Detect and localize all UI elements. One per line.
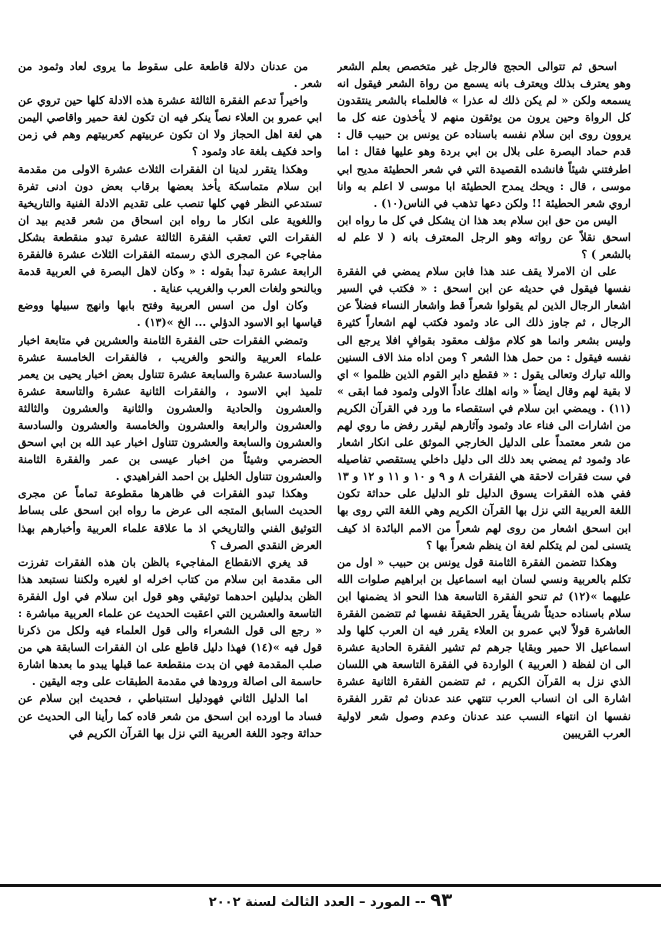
paragraph: واخيراً تدعم الفقرة الثالثة عشرة هذه الادلة كلها حين تروي عن ابي عمرو بن العلاء نصاً ينكر فيه ان تكون لغة حمير واقاصي اليمن هي لغة اهل الحجاز ولا ان تكون عربيتهم كعربيتهم وهم في زمن واحد فكيف بلغة عاد وثمود ؟ bbox=[18, 94, 322, 159]
paragraph: وهكذا تتضمن الفقرة الثامنة قول يونس بن حبيب « اول من تكلم بالعربية ونسي لسان ابيه اسماعيل بن ابراهيم صلوات الله عليهما »(١٢) ثم تنحو الفقرة التاسعة هذا النحو اذ يضمنها ابن سلام باسناده حديثاً شريفاً يقرر الحقيقة نفسها ثم تتضمن الفقرة العاشرة قولاً لابي عمرو بن العلاء يقرر فيه ان العرب كلها ولد اسماعيل الا حمير وبقايا جرهم ثم تشير الفقرة الحادية عشرة الى ان لفظة ( العربية ) الواردة في الفقرة التاسعة هي اللسان الذي نزل به القرآن الكريم ، ثم تتضمن الفقرة الثانية عشرة اشارة الى ان انساب العرب تنتهي عند عدنان ثم تقرر الفقرة نفسها ان انتهاء النسب عند عدنان وعدم وصول شعر لاولية العرب القريبين bbox=[337, 555, 631, 740]
paragraph: اليس من حق ابن سلام بعد هذا ان يشكل في كل ما رواه ابن اسحق نقلاً عن رواته وهو الرجل المعترف بانه ( لا علم له بالشعر ) ؟ bbox=[337, 213, 631, 262]
footer-dash: -- bbox=[414, 895, 426, 910]
journal-title: المورد – العدد الثالث لسنة ٢٠٠٢ bbox=[208, 895, 411, 910]
page-footer bbox=[0, 890, 661, 911]
paragraph: وهكذا يتقرر لدينا ان الفقرات الثلاث عشرة الاولى من مقدمة ابن سلام متماسكة يأخذ بعضها برقاب بعض دون ادنى تفرة تستدعي النظر فهي كلها تنصب على تقديم الادلة الفنية والتاريخية واللغوية على انكار ما رواه ابن اسحاق من شعر قديم بيد ان الفقرات التي تعقب الفقرة الثالثة عشرة تبدو منقطعة بشكل مفاجيء عن المجرى الذي رسمته الفقرات الثلاث عشرة فالفقرة الرابعة عشرة تبدأ بقوله : « وكان لاهل البصرة في العربية قدمة وبالنحو ولغات العرب والغريب عناية . bbox=[18, 162, 322, 296]
text-column-right bbox=[337, 58, 631, 858]
paragraph: وهكذا تبدو الفقرات في ظاهرها مقطوعة تماماً عن مجرى الحديث السابق المتجه الى عرض ما رواه ابن اسحق على بساط التوثيق الفني والتاريخي اذ ما علاقة علماء العربية وأخبارهم بهذا العرض النقدي الصرف ؟ bbox=[18, 487, 322, 552]
paragraph: وكان اول من اسس العربية وفتح بابها وانهج سبيلها ووضع قياسها ابو الاسود الدؤلي ... الخ »(١٣) . bbox=[18, 299, 322, 330]
paragraph: وتمضي الفقرات حتى الفقرة الثامنة والعشرين في متابعة اخبار علماء العربية والنحو والغريب ، فالفقرات الخامسة عشرة والسادسة عشرة والسابعة عشرة تتناول بعض اخبار يحيى بن يعمر تلميذ ابي الاسود ، والفقرات الثانية عشرة والتاسعة عشرة والعشرون والحادية والعشرون والثانية والعشرون والثالثة والعشرون والرابعة والعشرون والخامسة والعشرون والسادسة والعشرون والسابعة والعشرون تتناول اخبار عبد الله بن ابي اسحق الحضرمي وشيئاً من اخبار عيسى بن عمر والفقرة الثامنة والعشرون تتناول الخليل بن احمد الفراهيدي . bbox=[18, 333, 322, 484]
paragraph: من عدنان دلالة قاطعة على سقوط ما يروى لعاد وثمود من شعر . bbox=[18, 60, 322, 91]
paragraph: اما الدليل الثاني فهودليل استنباطي ، فحديث ابن سلام عن فساد ما اورده ابن اسحق من شعر قاده كما رأينا الى الحديث عن حداثة وجود اللغة العربية التي نزل بها القرآن الكريم في bbox=[18, 692, 322, 740]
text-column-left bbox=[18, 58, 322, 858]
paragraph: على ان الامرلا يقف عند هذا فابن سلام يمضي في الفقرة نفسها فيقول في حديثه عن ابن اسحق : « فكتب في السير اشعار الرجال الذين لم يقولوا شعراً قط واشعار النساء فضلاً عن الرجال ، ثم جاوز ذلك الى عاد وثمود فكتب لهم اشعاراً كثيرة وليس بشعر وانما هو كلام مؤلف معقود بقوافٍ افلا يرجع الى نفسه فيقول : من حمل هذا الشعر ؟ ومن اداه منذ الاف السنين والله تبارك وتعالى يقول : « فقطع دابر القوم الذين ظلموا » اي لا بقية لهم وقال ايضاً « وانه اهلك عاداً الاولى وثمود فما ابقى » (١١) . ويمضي ابن سلام في استقصاء ما ورد في القرآن الكريم من اشارات الى فناء عاد وثمود وآثارهم ليقرر رفض ما روي لهم من شعر معتمداً على الدليل الخارجي الموثق على انكار اشعار عاد وثمود ثم يمضي بعد ذلك الى دليل داخلي يستقصي تفاصيله في ست فقرات لاحقة هي الفقرات ٨ و ٩ و ١٠ و ١١ و ١٢ و ١٣ ففي هذه الفقرات يسوق الدليل تلو الدليل على حداثة تكون اللغة العربية التي نزل بها القرآن الكريم وهي اللغة التي روى بها ابن اسحق اشعار من روى لهم شعراً من الامم البائدة اذ كيف يتسنى لمن لم يتكلم لغة ان ينظم شعراً بها ؟ bbox=[337, 265, 631, 552]
paragraph: قد يغري الانقطاع المفاجيء بالظن بان هذه الفقرات تفرزت الى مقدمة ابن سلام من كتاب اخرله او لغيره ولكننا نستبعد هذا الظن بدليلين احدهما توثيقي وهو قول ابن سلام في اول الفقرة التاسعة والعشرين التي اعقبت الحديث عن علماء العربية مباشرة : « رجع الى قول الشعراء والى قول العلماء فيه ولكل من ذكرنا قول فيه »(١٤) فهذا دليل قاطع على ان الفقرات السابقة هي من صلب المقدمة فهي ان بدت منقطعة عما قبلها يبدو ما بعدها اشارة حاسمة الى اصالة ورودها في مقدمة الطبقات على وجه اليقين . bbox=[18, 555, 322, 689]
footer-divider bbox=[0, 884, 661, 887]
page-number: ٩٣ bbox=[430, 890, 453, 911]
paragraph: اسحق ثم تتوالى الحجج فالرجل غير متخصص بعلم الشعر وهو يعترف بذلك ويعترف بانه يسمع من رواة الشعر فيقول انه يسمعه ولكن « لم يكن ذلك له عذرا » فالعلماء بالشعر ينتقدون كل الرواة وحين يرون من يوثقون منهم لا يأخذون عنه كل ما يروون روى ابن سلام نفسه باسناده عن يونس بن حبيب قال : قدم حماد البصرة على بلال بن ابي بردة وهو عليها فقال : اما اطرفتني شيئاً فانشده القصيدة التي في شعر الحطيئة مديح ابي موسى ، قال : ويحك يمدح الحطيئة ابا موسى لا اعلم به وانا اروي شعر الحطيئة !! ولكن دعها تذهب في الناس(١٠) . bbox=[337, 60, 631, 210]
